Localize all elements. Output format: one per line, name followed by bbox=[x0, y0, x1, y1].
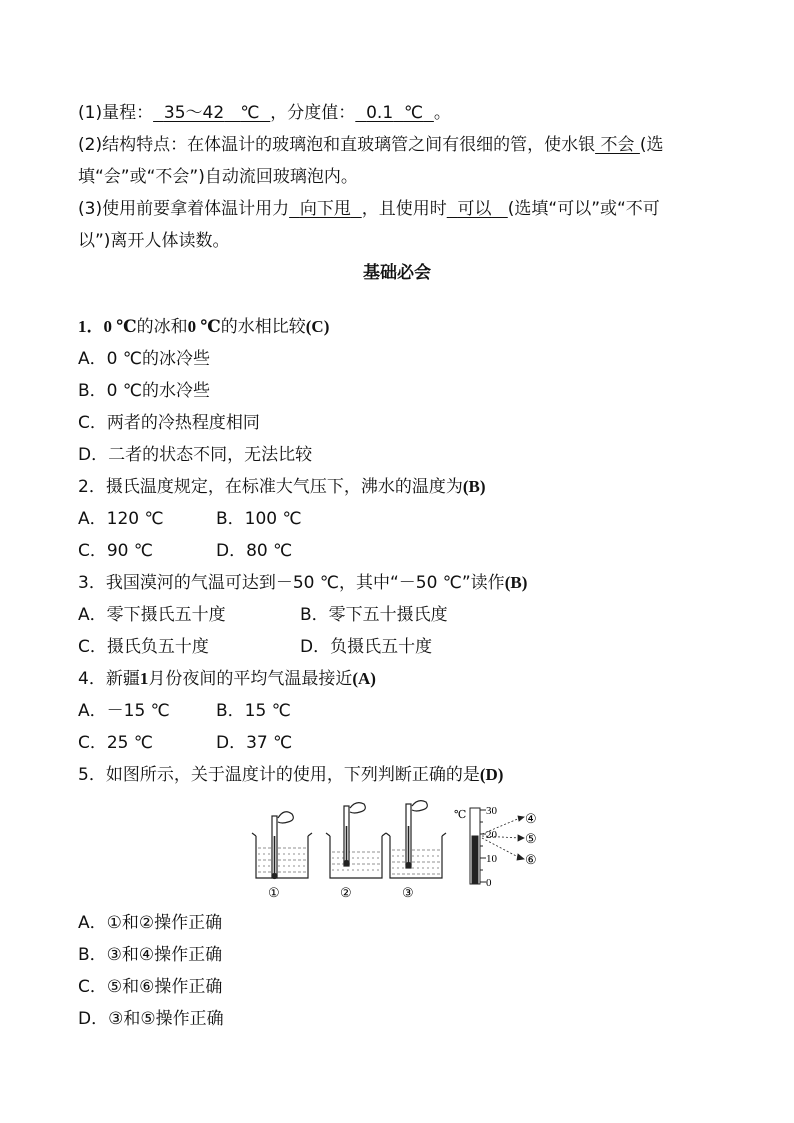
q3-options-row-1 bbox=[78, 604, 678, 626]
q3-option-b: B．零下五十摄氏度 bbox=[300, 605, 448, 625]
intro-line-3: 填“会”或“不会”)自动流回玻璃泡内。 bbox=[78, 167, 358, 187]
q4-answer: (A) bbox=[352, 669, 376, 688]
q2-options-row-1 bbox=[78, 508, 678, 530]
q2-option-b: B．100 ℃ bbox=[216, 509, 302, 529]
q5-option-b: B．③和④操作正确 bbox=[78, 945, 223, 965]
q2-option-a: A．120 ℃ bbox=[78, 509, 164, 529]
blank-division: 0.1 ℃ bbox=[366, 103, 424, 123]
view-5: ⑤ bbox=[525, 831, 537, 846]
q4-options-row-2 bbox=[78, 732, 678, 754]
intro-line-5: 以”)离开人体读数。 bbox=[78, 231, 230, 251]
figure-label-3: ③ bbox=[402, 885, 414, 900]
q4-option-a: A．－15 ℃ bbox=[78, 701, 170, 721]
q4-stem: 4．新疆1月份夜间的平均气温最接近(A) bbox=[78, 669, 376, 689]
beaker-1 bbox=[252, 812, 312, 879]
scale-20: 20 bbox=[486, 829, 497, 841]
q5-option-a: A．①和②操作正确 bbox=[78, 913, 223, 933]
q2-option-d: D．80 ℃ bbox=[216, 541, 293, 561]
scale-10: 10 bbox=[486, 853, 497, 865]
q5-stem: 5．如图所示，关于温度计的使用，下列判断正确的是(D) bbox=[78, 765, 504, 785]
intro-line-4: (3)使用前要拿着体温计用力 向下甩 ，且使用时 可以 (选填“可以”或“不可 bbox=[78, 199, 660, 219]
blank-leave: 可以 bbox=[457, 199, 492, 219]
q2-answer: (B) bbox=[462, 477, 486, 496]
q3-option-c: C．摄氏负五十度 bbox=[78, 637, 209, 657]
q3-stem: 3．我国漠河的气温可达到－50 ℃，其中“－50 ℃”读作(B) bbox=[78, 573, 528, 593]
view-6: ⑥ bbox=[525, 852, 537, 867]
blank-structure: 不会 bbox=[600, 135, 635, 155]
q4-options-row-1 bbox=[78, 700, 678, 722]
q1-option-d: D．二者的状态不同，无法比较 bbox=[78, 445, 313, 465]
q2-stem: 2．摄氏温度规定，在标准大气压下，沸水的温度为(B) bbox=[78, 477, 486, 497]
q1-option-a: A．0 ℃的冰冷些 bbox=[78, 349, 210, 369]
q5-option-c: C．⑤和⑥操作正确 bbox=[78, 977, 223, 997]
q1-option-b: B．0 ℃的水冷些 bbox=[78, 381, 210, 401]
unit-label: ℃ bbox=[454, 809, 467, 821]
q2-option-c: C．90 ℃ bbox=[78, 541, 153, 561]
q1-option-c: C．两者的冷热程度相同 bbox=[78, 413, 260, 433]
reading-scale bbox=[470, 808, 486, 884]
figure-label-1: ① bbox=[268, 885, 280, 900]
blank-shake: 向下甩 bbox=[299, 199, 351, 219]
q1-stem: 1．0 ℃的冰和0 ℃的水相比较(C) bbox=[78, 317, 330, 337]
q4-option-b: B．15 ℃ bbox=[216, 701, 291, 721]
q5-option-d: D．③和⑤操作正确 bbox=[78, 1009, 224, 1029]
q4-option-d: D．37 ℃ bbox=[216, 733, 293, 753]
figure-label-2: ② bbox=[340, 885, 352, 900]
q3-option-d: D．负摄氏五十度 bbox=[300, 637, 433, 657]
q5-answer: (D) bbox=[479, 765, 504, 784]
q3-answer: (B) bbox=[504, 573, 528, 592]
view-4: ④ bbox=[525, 811, 537, 826]
section-title: 基础必会 bbox=[363, 263, 431, 283]
q3-option-a: A．零下摄氏五十度 bbox=[78, 605, 226, 625]
scale-0: 0 bbox=[486, 877, 492, 889]
beaker-2 bbox=[326, 803, 386, 878]
thermometer-figure bbox=[248, 796, 558, 904]
q1-answer: (C) bbox=[305, 317, 330, 336]
scale-30: 30 bbox=[486, 805, 497, 817]
blank-range: 35～42 ℃ bbox=[163, 103, 260, 123]
beaker-3 bbox=[386, 801, 446, 878]
q3-options-row-2 bbox=[78, 636, 678, 658]
intro-line-1: (1)量程： 35～42 ℃ ，分度值： 0.1 ℃ 。 bbox=[78, 103, 451, 123]
intro-line-2: (2)结构特点：在体温计的玻璃泡和直玻璃管之间有很细的管，使水银 不会 (选 bbox=[78, 135, 664, 155]
q2-options-row-2 bbox=[78, 540, 678, 562]
q4-option-c: C．25 ℃ bbox=[78, 733, 153, 753]
